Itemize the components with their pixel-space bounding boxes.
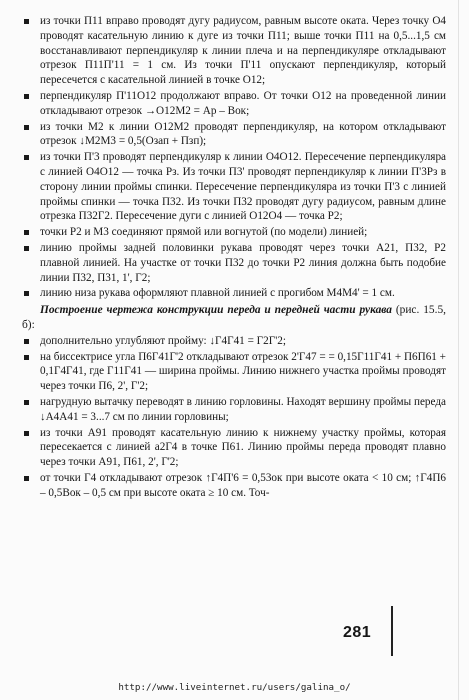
source-url[interactable]: http://www.liveinternet.ru/users/galina_o/	[118, 682, 351, 693]
list-item	[22, 89, 446, 119]
bullet-marker	[24, 19, 29, 24]
list-item	[22, 150, 446, 224]
list-item	[22, 350, 446, 394]
list-item-text: перпендикуляр П'11О12 продолжают вправо. От точки О12 на проведенной линии откладывают отрезок →О12М2 = Аp – Вок;	[40, 89, 446, 117]
list-item-text: из точки П11 вправо проводят дугу радиусом, равным высоте оката. Через точку О4 проводят касательную линию к дуге из точки П11; выше точки П11 на 0,5...1,5 см восстанавливают перпендикуляр к линии плеча и на перпендикуляре откладывают отрезок П11П'11 = 1 см. Из точки П'11 опускают перпендикуляр, который пересечется с касательной линией в точке О12;	[40, 15, 446, 87]
list-item-text: линию низа рукава оформляют плавной линией с прогибом М4М4' = 1 см.	[40, 287, 395, 300]
list-item-text: нагрудную вытачку переводят в линию горловины. Находят вершину проймы переда ↓А4А41 = 3...7 см по линии горловины;	[40, 395, 446, 423]
list-item	[22, 334, 446, 349]
list-item	[22, 120, 446, 150]
list-item	[22, 395, 446, 425]
list-item-text: из точки М2 к линии О12М2 проводят перпендикуляр, на котором откладывают отрезок ↓М2М3 = 0,5(Озап + Пзп);	[40, 120, 446, 148]
section-heading-title: Построение чертежа конструкции переда и передней части рукава	[40, 304, 392, 317]
bullet-marker	[24, 355, 29, 360]
list-item-text: точки Р2 и М3 соединяют прямой или вогнутой (по модели) линией;	[40, 226, 368, 239]
bullet-marker	[24, 476, 29, 481]
bullet-marker	[24, 400, 29, 405]
bullet-marker	[24, 155, 29, 160]
list-item-text: из точки А91 проводят касательную линию к нижнему участку проймы, которая пересекается с линией а2Г4 в точке П61. Линию проймы переда проводят плавно через точки А91, П61, 2', Г'2;	[40, 426, 446, 469]
section-heading-figure-ref: (рис. 15.5, б):	[22, 304, 446, 331]
section-heading	[22, 303, 446, 333]
bullet-marker	[24, 230, 29, 235]
margin-rule	[391, 606, 393, 656]
page-number: 281	[343, 624, 372, 641]
bullet-marker	[24, 339, 29, 344]
bullet-marker	[24, 246, 29, 251]
scan-edge	[458, 0, 459, 700]
list-item-text: дополнительно углубляют пройму: ↓Г4Г41 = Г2Г'2;	[40, 334, 286, 347]
bullet-marker	[24, 291, 29, 296]
list-item	[22, 225, 446, 240]
list-item-text: линию проймы задней половинки рукава проводят через точки А21, П32, Р2 плавной линией. На участке от точки П32 до точки Р2 линия должна быть подобие линии П32, П31, 1', Г2;	[40, 241, 446, 284]
bullet-marker	[24, 94, 29, 99]
page-content	[22, 14, 446, 502]
bullet-marker	[24, 125, 29, 130]
list-item-text: из точки П'3 проводят перпендикуляр к линии О4О12. Пересечение перпендикуляра с линией О4О12 — точка Рз. Из точки П3' проводят перпендикуляр к линии П'3Рз в сторону линии проймы спинки. Пересечение перпендикуляра из точки П'3 с линией проймы спинки — точка П32. Из точки П32 проводят дугу радиусом, равным длине отрезка П32Г2. Пересечение дуги с линией О12О4 — точка Р2;	[40, 151, 446, 223]
list-item-text: на биссектрисе угла П6Г41Г'2 откладывают отрезок 2'Г47 = = 0,15Г11Г41 + П6П61 + 0,1Г4Г41, где Г11Г41 — ширина проймы. Линию нижнего участка проймы проводят через точки П6, 2', Г'2;	[40, 350, 446, 393]
list-item	[22, 471, 446, 501]
list-item-text: от точки Г4 откладывают отрезок ↑Г4П'6 = 0,53ок при высоте оката < 10 см; ↑Г4П6 – 0,5Вок – 0,5 см при высоте оката ≥ 10 см. Точ-	[40, 471, 446, 499]
bullet-marker	[24, 431, 29, 436]
list-item	[22, 241, 446, 285]
list-item	[22, 426, 446, 470]
list-item	[22, 14, 446, 88]
list-item	[22, 286, 446, 301]
